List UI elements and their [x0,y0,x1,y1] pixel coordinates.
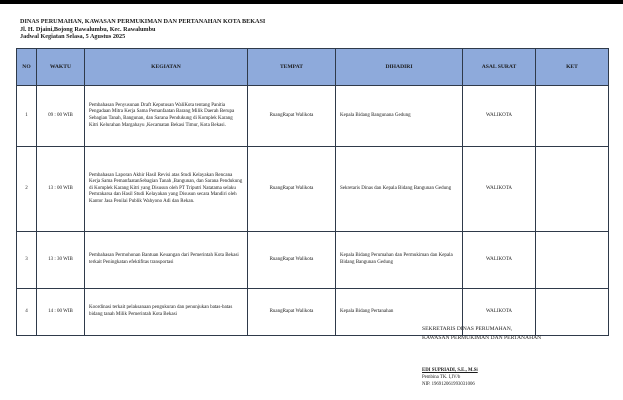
col-header-ket: KET [536,49,609,86]
cell-asal-surat: WALIKOTA [463,289,536,336]
top-border [0,0,623,4]
cell-tempat: RuangRapat Walikota [248,289,336,336]
document-header [20,18,265,41]
cell-dihadiri: Kepala Bidang Bangunana Gedung [336,86,463,147]
cell-no: 3 [17,232,37,289]
cell-no: 4 [17,289,37,336]
col-header-tempat: TEMPAT [248,49,336,86]
cell-tempat: RuangRapat Walikota [248,147,336,232]
signatory-nip: NIP. 196912061993031006 [422,381,475,387]
col-header-no: NO [17,49,37,86]
col-header-dihadiri: DIHADIRI [336,49,463,86]
agency-name: DINAS PERUMAHAN, KAWASAN PERMUKIMAN DAN PERTANAHAN KOTA BEKASI [20,18,266,25]
cell-waktu: 09 : 00 WIB [37,86,85,147]
signature-title-line2: KAWASAN PERMUKIMAN DAN PERTANAHAN [422,335,542,341]
cell-tempat: RuangRapat Walikota [248,232,336,289]
cell-kegiatan: Pembahasan Penyusunan Draft Keputusan WaliKota tentang Panitia Pengadaan Mitra Kerja Sama Pemanfaatan Barang Milik Daerah Berupa Sebagian Tanah, Bangunan, dan Sarana Pendukung di Komplek Karang Kitri Kelurahan Margahayu ,Kecamatan Bekasi Timur, Kota Bekasi. [85,86,248,147]
cell-ket [536,289,609,336]
cell-kegiatan: Pembahasan Laporan Akhir Hasil Revisi atas Studi Kelayakan Rencana Kerja Sama PemanfaatanSebagian Tanah ,Bangunan, dan Sarana Pendukung di Komplek Karang Kitri yang Disusun oleh PT Triputri Natatama selaku Pemrakarsa dan Hasil Studi Kelayakan yang Disusun secara Mandiri oleh Kantor Jasa Penilai Publik Wahyono Adi dan Rekan. [85,147,248,232]
signatory-rank: Pembina TK. I,IV/b [422,374,461,380]
schedule-table [16,48,609,336]
cell-no: 2 [17,147,37,232]
cell-ket [536,147,609,232]
signature-title-line1: SEKRETARIS DINAS PERUMAHAN, [422,326,513,332]
cell-tempat: RuangRapat Walikota [248,86,336,147]
table-row [17,86,609,147]
signature-title [422,325,541,343]
cell-dihadiri: Kepala Bidang Pertanahan [336,289,463,336]
cell-waktu: 13 : 00 WIB [37,147,85,232]
table-row [17,232,609,289]
schedule-date: Jadwal Kegiatan Selasa, 5 Agustus 2025 [20,33,126,41]
cell-ket [536,232,609,289]
agency-address: Jl. H. Djaini,Bojong Rawalumbu, Kec. Rawalumbu [20,25,156,33]
signatory-name: EDI SUPRIADI, S.E., M.Si [422,368,478,373]
cell-dihadiri: Kepala Bidang Perumahan dan Permukiman dan Kepala Bidang Bangunan Gedung [336,232,463,289]
cell-asal-surat: WALIKOTA [463,86,536,147]
col-header-asal-surat: ASAL SURAT [463,49,536,86]
signature-block [422,368,478,388]
cell-waktu: 13 : 30 WIB [37,232,85,289]
cell-ket [536,86,609,147]
col-header-waktu: WAKTU [37,49,85,86]
cell-dihadiri: Sekretaris Dinas dan Kepala Bidang Bangunan Gedung [336,147,463,232]
col-header-kegiatan: KEGIATAN [85,49,248,86]
cell-waktu: 14 : 00 WIB [37,289,85,336]
table-header-row [17,49,609,86]
cell-no: 1 [17,86,37,147]
cell-asal-surat: WALIKOTA [463,147,536,232]
table-row [17,147,609,232]
cell-asal-surat: WALIKOTA [463,232,536,289]
cell-kegiatan: Pembahasan Permohonan Bantuan Keuangan dari Pemerintah Kota Bekasi terkait Peningkatan efektifitas transportasi [85,232,248,289]
cell-kegiatan: Koordinasi terkait pelaksanaan pengukuran dan penunjukan batas-batas bidang tanah Milik Pemerintah Kota Bekasi [85,289,248,336]
